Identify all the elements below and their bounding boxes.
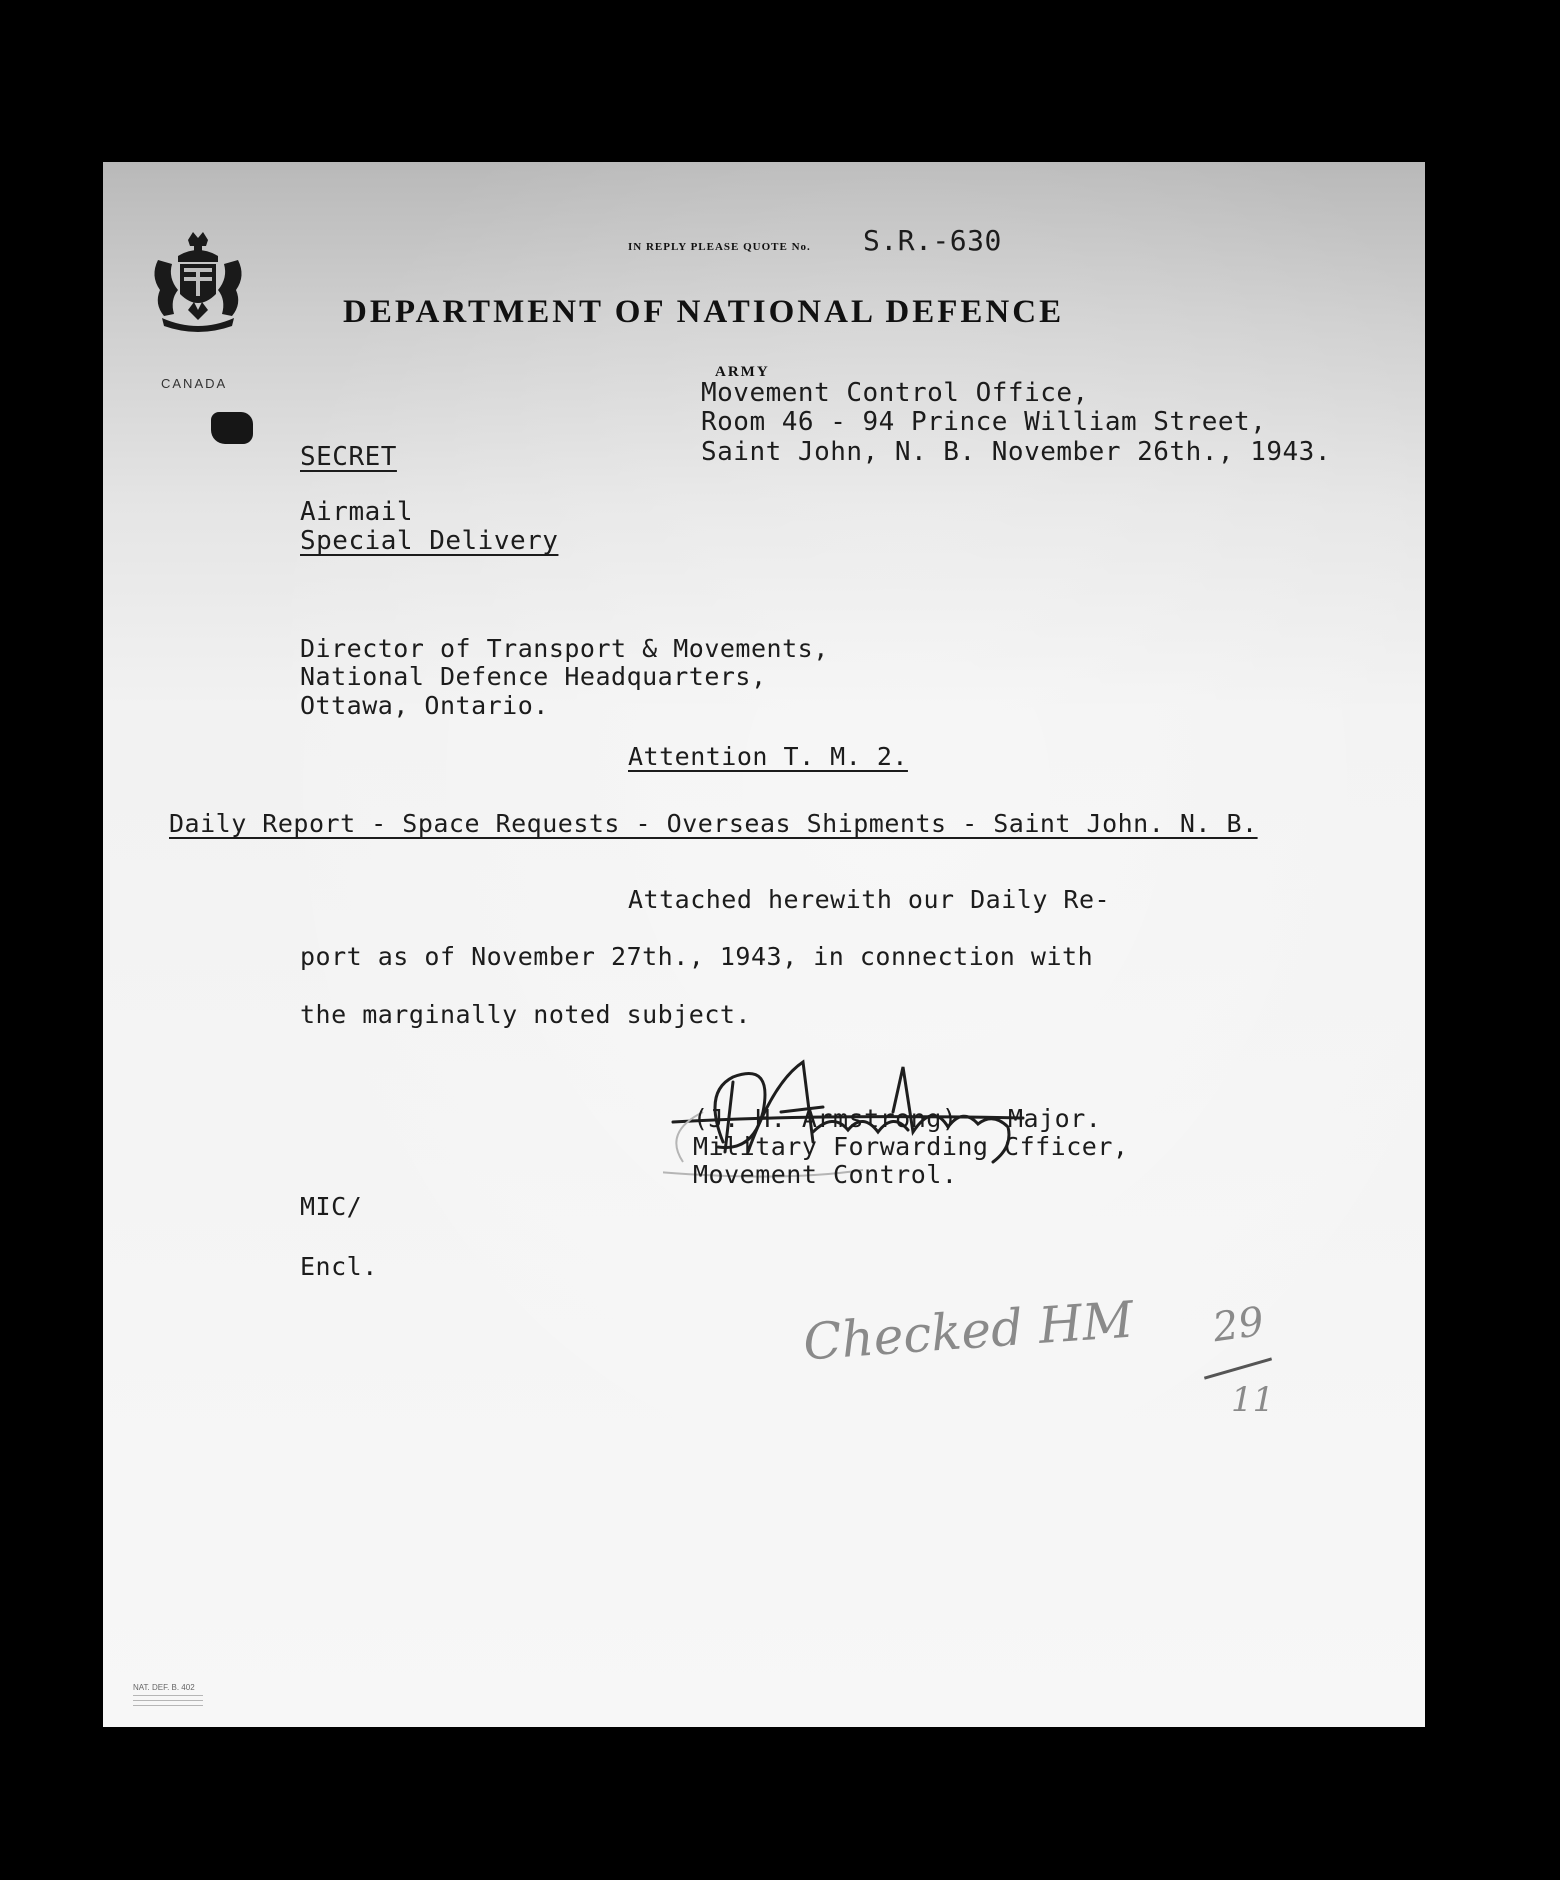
recipient-line-1: Director of Transport & Movements, (300, 634, 829, 663)
body-line-3: the marginally noted subject. (300, 1000, 751, 1029)
signatory-title-2: Movement Control. (693, 1160, 958, 1189)
body-line-1: Attached herewith our Daily Re- (628, 885, 1111, 914)
body-line-2: port as of November 27th., 1943, in connection with (300, 942, 1094, 971)
sender-city-date: Saint John, N. B. November 26th., 1943. (701, 437, 1331, 467)
form-number-fine-print (133, 1695, 203, 1709)
signatory-rank: Major. (1008, 1104, 1102, 1133)
attention-line: Attention T. M. 2. (628, 742, 908, 771)
delivery-type: Special Delivery (300, 526, 559, 556)
quote-label: IN REPLY PLEASE QUOTE No. (628, 241, 811, 253)
checked-date-divider (1204, 1357, 1272, 1379)
country-label: CANADA (161, 376, 228, 391)
subject-line: Daily Report - Space Requests - Overseas Shipments - Saint John. N. B. (169, 809, 1258, 838)
branch-label: ARMY (715, 364, 770, 380)
department-title: DEPARTMENT OF NATIONAL DEFENCE (343, 294, 1065, 330)
signatory-title-1: Military Forwarding Cfficer, (693, 1132, 1129, 1161)
classification-mark: SECRET (300, 442, 397, 472)
ink-blot (211, 412, 253, 444)
recipient-line-2: National Defence Headquarters, (300, 662, 767, 691)
signatory-name: (J. H. Armstrong) (693, 1104, 958, 1133)
letter-page (103, 162, 1425, 1727)
form-number: NAT. DEF. B. 402 (133, 1683, 195, 1692)
typist-initials: MIC/ (300, 1192, 363, 1221)
checked-note: Checked HM (801, 1290, 1136, 1372)
sender-office: Movement Control Office, (701, 378, 1089, 408)
coat-of-arms-icon (148, 230, 248, 332)
sender-address: Room 46 - 94 Prince William Street, (701, 407, 1267, 437)
checked-date-bottom: 11 (1231, 1380, 1275, 1420)
quote-number: S.R.-630 (863, 224, 1002, 257)
enclosure-note: Encl. (300, 1252, 378, 1281)
checked-date-top: 29 (1210, 1298, 1267, 1352)
recipient-line-3: Ottawa, Ontario. (300, 691, 549, 720)
mail-type: Airmail (300, 497, 414, 527)
